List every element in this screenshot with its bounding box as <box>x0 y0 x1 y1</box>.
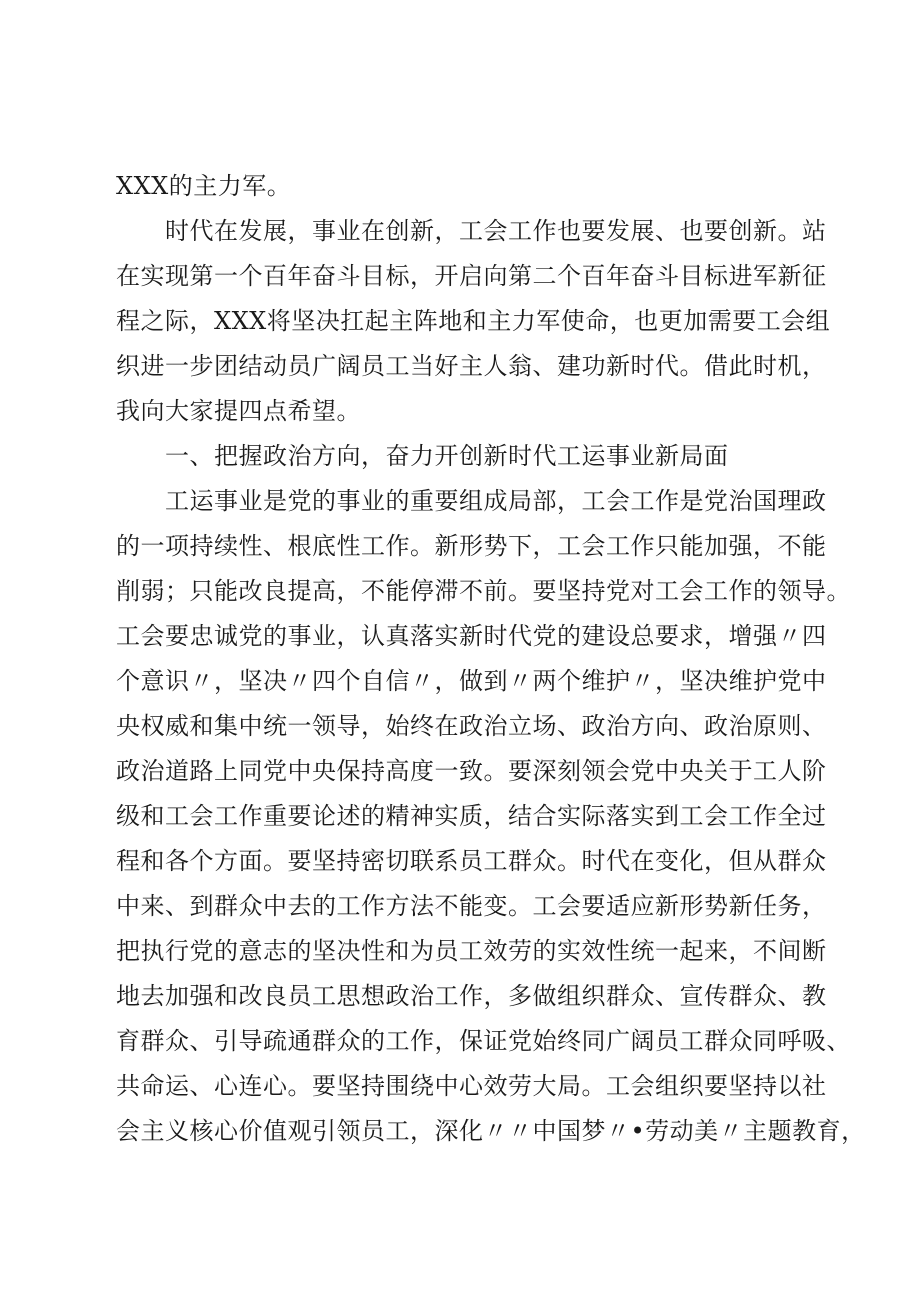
text-line: 工会要忠诚党的事业，认真落实新时代党的建设总要求，增强〃四 <box>116 622 827 650</box>
text-line: 程和各个方面。要坚持密切联系员工群众。时代在变化，但从群众 <box>116 847 827 875</box>
text-line: XXX的主力军。 <box>116 172 292 200</box>
text-line: 会主义核心价值观引领员工，深化〃〃中国梦〃•劳动美〃主题教育， <box>116 1117 866 1145</box>
text-line: 工运事业是党的事业的重要组成局部，工会工作是党治国理政 <box>165 487 827 515</box>
text-line: 我向大家提四点希望。 <box>116 397 361 425</box>
text-line: 织进一步团结动员广阔员工当好主人翁、建功新时代。借此时机， <box>116 352 827 380</box>
text-line: 的一项持续性、根底性工作。新形势下，工会工作只能加强，不能 <box>116 532 827 560</box>
text-line: 把执行党的意志的坚决性和为员工效劳的实效性统一起来，不间断 <box>116 937 827 965</box>
text-line: 中来、到群众中去的工作方法不能变。工会要适应新形势新任务， <box>116 892 827 920</box>
text-line: 共命运、心连心。要坚持围绕中心效劳大局。工会组织要坚持以社 <box>116 1072 827 1100</box>
text-line: 级和工会工作重要论述的精神实质，结合实际落实到工会工作全过 <box>116 802 827 830</box>
text-line: 个意识〃，坚决〃四个自信〃，做到〃两个维护〃，坚决维护党中 <box>116 667 827 695</box>
text-line: 政治道路上同党中央保持高度一致。要深刻领会党中央关于工人阶 <box>116 757 827 785</box>
text-line: 育群众、引导疏通群众的工作，保证党始终同广阔员工群众同呼吸、 <box>116 1027 851 1055</box>
text-line: 程之际，XXX将坚决扛起主阵地和主力军使命，也更加需要工会组 <box>116 307 831 335</box>
text-line: 央权威和集中统一领导，始终在政治立场、政治方向、政治原则、 <box>116 712 827 740</box>
section-heading: 一、把握政治方向，奋力开创新时代工运事业新局面 <box>165 442 729 470</box>
text-line: 地去加强和改良员工思想政治工作，多做组织群众、宣传群众、教 <box>116 982 827 1010</box>
text-line: 时代在发展，事业在创新，工会工作也要发展、也要创新。站 <box>165 217 827 245</box>
text-line: 在实现第一个百年奋斗目标，开启向第二个百年奋斗目标进军新征 <box>116 262 827 290</box>
text-line: 削弱；只能改良提高，不能停滞不前。要坚持党对工会工作的领导。 <box>116 577 851 605</box>
